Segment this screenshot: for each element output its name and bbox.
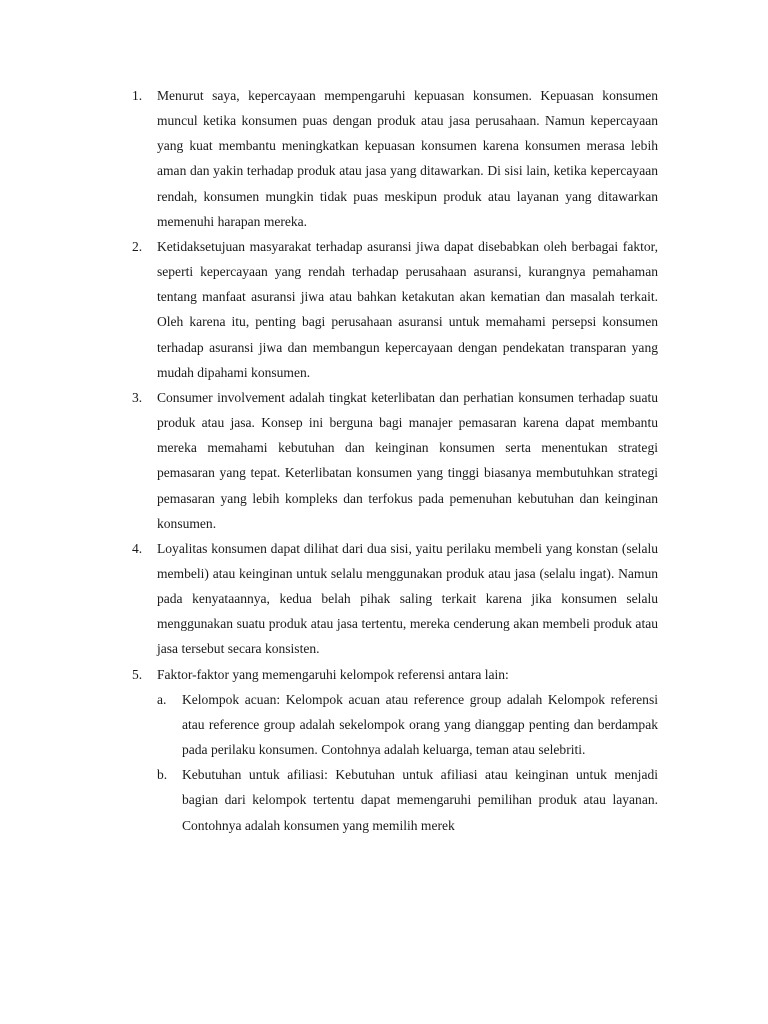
answer-list [132, 83, 658, 838]
sub-item-text: Kelompok acuan: Kelompok acuan atau reference group adalah Kelompok referensi atau reference group adalah sekelompok orang yang dianggap penting dan berdampak pada perilaku konsumen. Contohnya adalah keluarga, teman atau selebriti. [182, 691, 658, 758]
item-number: 2. [132, 238, 143, 254]
item-number: 1. [132, 88, 143, 103]
list-item [132, 536, 658, 662]
sub-item-text: Kebutuhan untuk afiliasi: Kebutuhan untuk afiliasi atau keinginan untuk menjadi bagian dari kelompok tertentu dapat memengaruhi pemilihan produk atau layanan. Contohnya adalah konsumen yang memilih merek [182, 767, 658, 833]
list-item [132, 662, 658, 838]
sub-list-item [157, 687, 658, 762]
item-text: Ketidaksetujuan masyarakat terhadap asuransi jiwa dapat disebabkan oleh berbagai faktor, seperti kepercayaan yang rendah terhadap perusahaan asuransi, kurangnya pemahaman tentang manfaat asuransi jiwa atau bahkan ketakutan akan kematian dan masalah terkait. Oleh karena itu, penting bagi perusahaan asuransi untuk memahami persepsi konsumen terhadap asuransi jiwa dan membangun kepercayaan dengan pendekatan transparan yang mudah dipahami konsumen. [157, 238, 658, 380]
item-text: Consumer involvement adalah tingkat keterlibatan dan perhatian konsumen terhadap suatu produk atau jasa. Konsep ini berguna bagi manajer pemasaran karena dapat membantu mereka memahami kebutuhan dan keinginan konsumen serta menentukan strategi pemasaran yang tepat. Keterlibatan konsumen yang tinggi biasanya membutuhkan strategi pemasaran yang lebih kompleks dan terfokus pada pemenuhan kebutuhan dan keinginan konsumen. [157, 389, 658, 531]
sub-list-item [157, 762, 658, 837]
item-number: 5. [132, 666, 143, 682]
list-item [132, 83, 658, 234]
sub-item-letter: b. [157, 767, 168, 783]
item-text: Loyalitas konsumen dapat dilihat dari dua sisi, yaitu perilaku membeli yang konstan (selalu membeli) atau keinginan untuk selalu menggunakan produk atau jasa (selalu ingat). Namun pada kenyataannya, kedua belah pihak saling terkait karena jika konsumen selalu menggunakan suatu produk atau jasa tertentu, mereka cenderung akan membeli produk atau jasa tersebut secara konsisten. [157, 540, 658, 657]
item-text: Faktor-faktor yang memengaruhi kelompok referensi antara lain: [157, 666, 509, 682]
sub-item-letter: a. [157, 691, 167, 707]
item-number: 3. [132, 389, 143, 405]
sub-list [157, 687, 658, 838]
item-number: 4. [132, 540, 143, 556]
item-text: Menurut saya, kepercayaan mempengaruhi kepuasan konsumen. Kepuasan konsumen muncul ketika konsumen puas dengan produk atau jasa perusahaan. Namun kepercayaan yang kuat membantu meningkatkan kepuasan konsumen karena konsumen merasa lebih aman dan yakin terhadap produk atau jasa yang ditawarkan. Di sisi lain, ketika kepercayaan rendah, konsumen mungkin tidak puas meskipun produk atau layanan yang ditawarkan memenuhi harapan mereka. [157, 88, 658, 229]
list-item [132, 234, 658, 385]
list-item [132, 385, 658, 536]
